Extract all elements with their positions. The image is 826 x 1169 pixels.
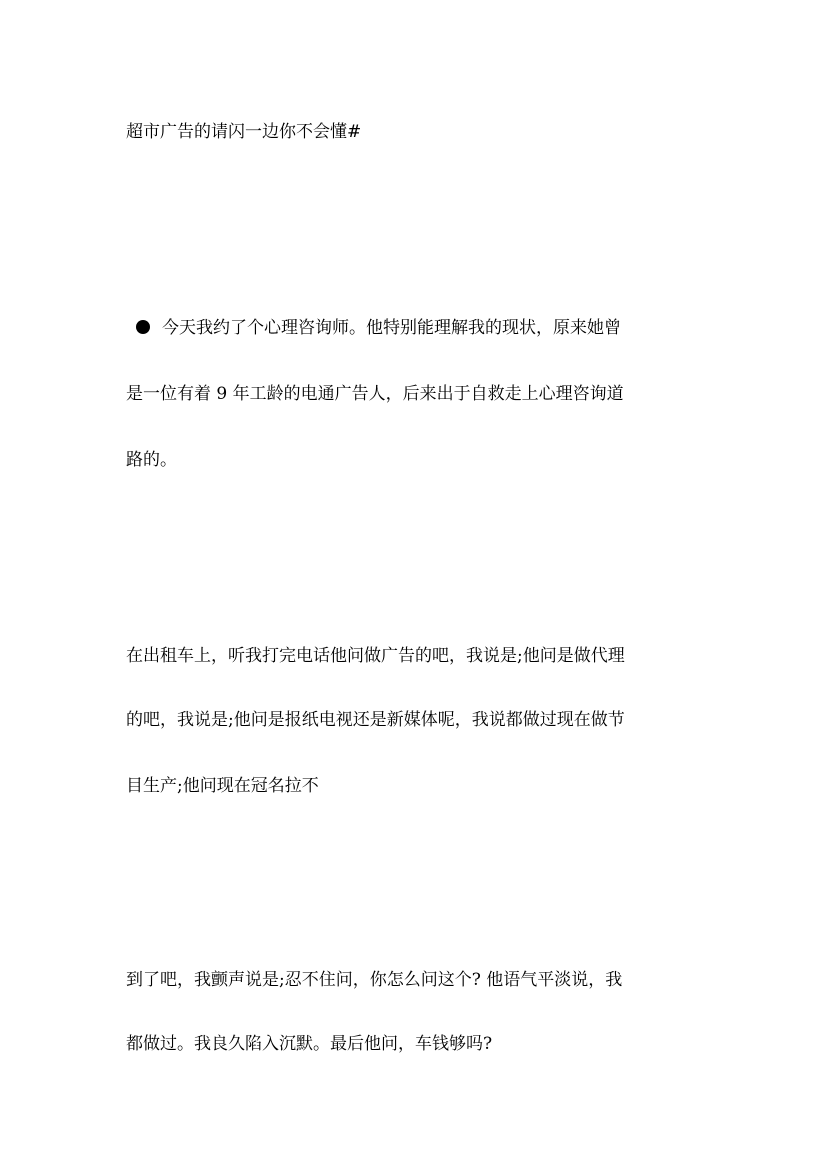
document-title: 超市广告的请闪一边你不会懂# <box>126 122 362 142</box>
paragraph-line: 的吧，我说是;他问是报纸电视还是新媒体呢，我说都做过现在做节 <box>126 710 625 730</box>
paragraph-line: 是一位有着 9 年工龄的电通广告人，后来出于自救走上心理咨询道 <box>126 384 624 404</box>
paragraph-line: 路的。 <box>126 450 177 470</box>
bullet-icon <box>136 320 150 334</box>
paragraph-line: 到了吧，我颤声说是;忍不住问，你怎么问这个? 他语气平淡说，我 <box>126 970 623 990</box>
bullet-paragraph-line-1 <box>136 316 621 340</box>
paragraph-text: 今天我约了个心理咨询师。他特别能理解我的现状，原来她曾 <box>162 318 621 338</box>
paragraph-line: 目生产;他问现在冠名拉不 <box>126 776 319 796</box>
paragraph-line: 都做过。我良久陷入沉默。最后他问，车钱够吗? <box>126 1034 493 1054</box>
paragraph-line: 在出租车上，听我打完电话他问做广告的吧，我说是;他问是做代理 <box>126 646 625 666</box>
